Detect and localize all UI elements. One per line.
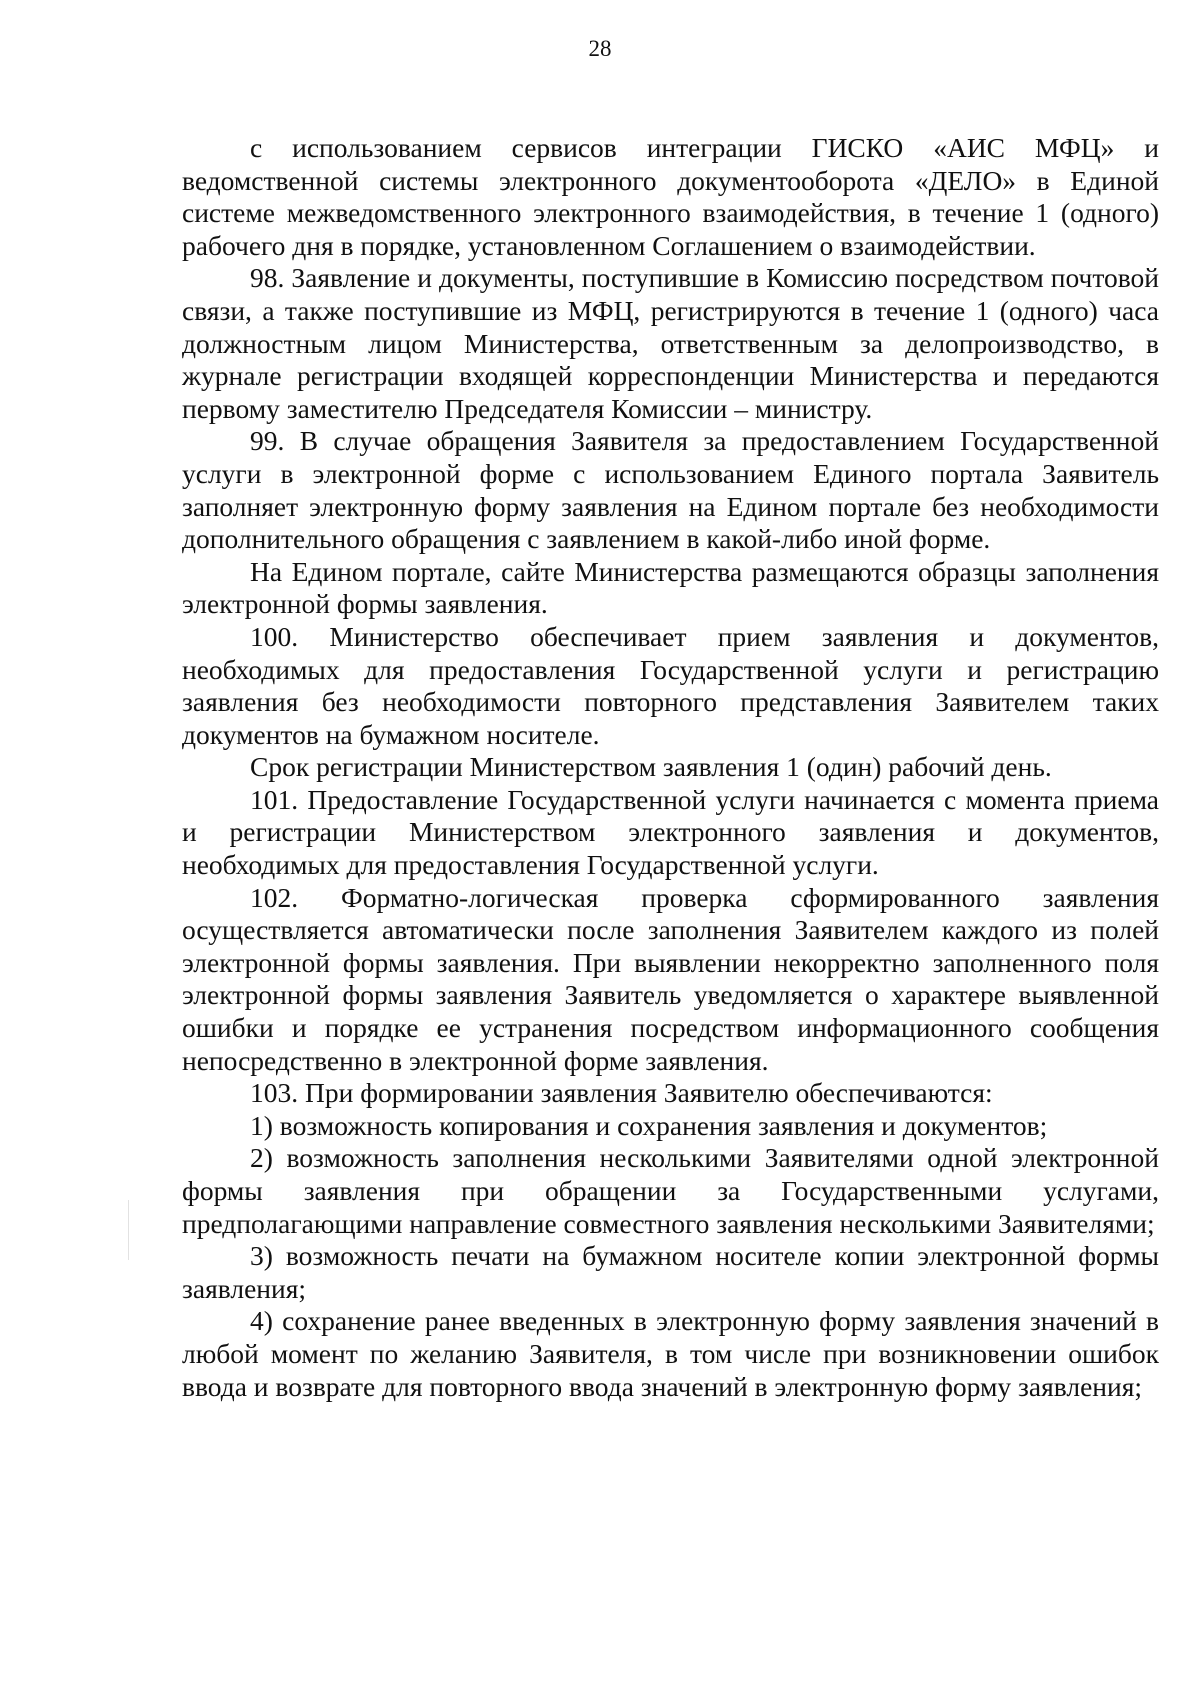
paragraph-100: 100. Министерство обеспечивает прием заявления и документов, необходимых для предоставления Государственной услуги и регистрацию заявления без необходимости повторного представления Заявителем таких документов на бумажном носителе. [182,620,1159,750]
paragraph-continuation: с использованием сервисов интеграции ГИСКО «АИС МФЦ» и ведомственной системы электронного документооборота «ДЕЛО» в Единой системе межведомственного электронного взаимодействия, в течение 1 (одного) рабочего дня в порядке, установленном Соглашением о взаимодействии. [182,132,1159,261]
list-item-4: 4) сохранение ранее введенных в электронную форму заявления значений в любой момент по желанию Заявителя, в том числе при возникновении ошибок ввода и возврате для повторного ввода значений в электронную форму заявления; [182,1305,1159,1402]
document-body [182,132,1159,1403]
paragraph-100-registration-term: Срок регистрации Министерством заявления 1 (один) рабочий день. [250,751,1052,783]
list-item-2: 2) возможность заполнения несколькими Заявителями одной электронной формы заявления при обращении за Государственными услугами, предполагающими направление совместного заявления несколькими Заявителями; [182,1142,1159,1239]
page-number: 28 [588,36,612,61]
paragraph-102: 102. Форматно-логическая проверка сформированного заявления осуществляется автоматически после заполнения Заявителем каждого из полей электронной формы заявления. При выявлении некорректно заполненного поля электронной формы заявления Заявитель уведомляется о характере выявленной ошибки и порядке ее устранения посредством информационного сообщения непосредственно в электронной форме заявления. [182,881,1159,1076]
paragraph-101: 101. Предоставление Государственной услуги начинается с момента приема и регистрации Министерством электронного заявления и документов, необходимых для предоставления Государственной услуги. [182,783,1159,881]
paragraph-99: 99. В случае обращения Заявителя за предоставлением Государственной услуги в электронной форме с использованием Единого портала Заявитель заполняет электронную форму заявления на Едином портале без необходимости дополнительного обращения с заявлением в какой-либо иной форме. [182,425,1159,555]
paragraph-103: 103. При формировании заявления Заявителю обеспечиваются: [250,1077,993,1109]
scan-edge-mark [128,1200,129,1260]
paragraph-99-portal-samples: На Едином портале, сайте Министерства размещаются образцы заполнения электронной формы заявления. [182,555,1159,620]
list-item-1: 1) возможность копирования и сохранения заявления и документов; [250,1109,1048,1141]
list-item-3: 3) возможность печати на бумажном носителе копии электронной формы заявления; [182,1240,1159,1304]
paragraph-98: 98. Заявление и документы, поступившие в Комиссию посредством почтовой связи, а также поступившие из МФЦ, регистрируются в течение 1 (одного) часа должностным лицом Министерства, ответственным за делопроизводство, в журнале регистрации входящей корреспонденции Министерства и передаются первому заместителю Председателя Комиссии – министру. [182,262,1159,424]
